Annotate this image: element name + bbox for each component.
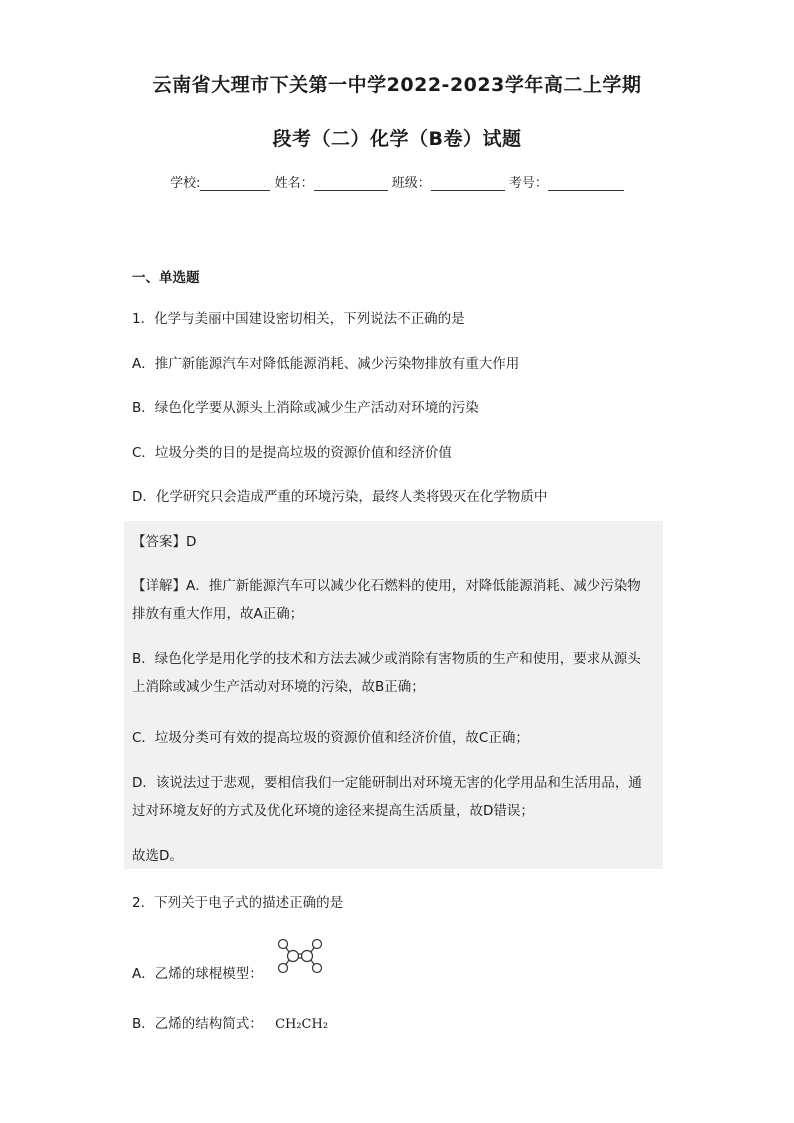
class-blank[interactable]	[431, 176, 505, 191]
q2-stem: 2．下列关于电子式的描述正确的是	[132, 895, 344, 911]
ethylene-ball-stick-model-icon	[272, 936, 328, 976]
q1-explain-line: 上消除或减少生产活动对环境的污染，故B正确；	[132, 679, 425, 695]
q1-explain-line: 过对环境友好的方式及优化环境的途径来提高生活质量，故D错误；	[132, 803, 534, 819]
q1-explain-line: 排放有重大作用，故A正确；	[132, 606, 304, 622]
section-heading: 一、单选题	[132, 270, 200, 286]
class-label: 班级：	[391, 176, 431, 191]
school-blank[interactable]	[200, 176, 270, 191]
q1-explain-line: 故选D。	[132, 848, 183, 864]
title-line-2: 段考（二）化学（B卷）试题	[272, 128, 522, 150]
q2-option-b-label: B．乙烯的结构简式：	[132, 1016, 263, 1032]
q1-answer: 【答案】D	[132, 534, 197, 550]
name-label: 姓名：	[274, 176, 314, 191]
q1-option-b: B．绿色化学要从源头上消除或减少生产活动对环境的污染	[132, 400, 479, 416]
exam-no-label: 考号：	[508, 176, 548, 191]
ethylene-formula: CH₂CH₂	[275, 1017, 329, 1032]
q2-option-b	[132, 1012, 328, 1032]
title-line-1: 云南省大理市下关第一中学2022-2023学年高二上学期	[152, 74, 642, 96]
q1-option-a: A．推广新能源汽车对降低能源消耗、减少污染物排放有重大作用	[132, 356, 520, 372]
q1-option-c: C．垃圾分类的目的是提高垃圾的资源价值和经济价值	[132, 445, 452, 461]
q1-explain-line: D．该说法过于悲观，要相信我们一定能研制出对环境无害的化学用品和生活用品，通	[132, 775, 642, 791]
q1-explain-line: B．绿色化学是用化学的技术和方法去减少或消除有害物质的生产和使用，要求从源头	[132, 651, 641, 667]
q1-stem: 1．化学与美丽中国建设密切相关，下列说法不正确的是	[132, 311, 465, 327]
student-info-row	[0, 172, 794, 191]
q1-explain-line: 【详解】A．推广新能源汽车可以减少化石燃料的使用，对降低能源消耗、减少污染物	[132, 578, 641, 594]
exam-no-blank[interactable]	[548, 176, 624, 191]
q1-explain-line: C．垃圾分类可有效的提高垃圾的资源价值和经济价值，故C正确；	[132, 730, 529, 746]
q1-option-d: D．化学研究只会造成严重的环境污染，最终人类将毁灭在化学物质中	[132, 489, 548, 505]
school-label: 学校:	[170, 176, 201, 191]
q2-option-a: A．乙烯的球棍模型：	[132, 966, 263, 982]
name-blank[interactable]	[314, 176, 388, 191]
